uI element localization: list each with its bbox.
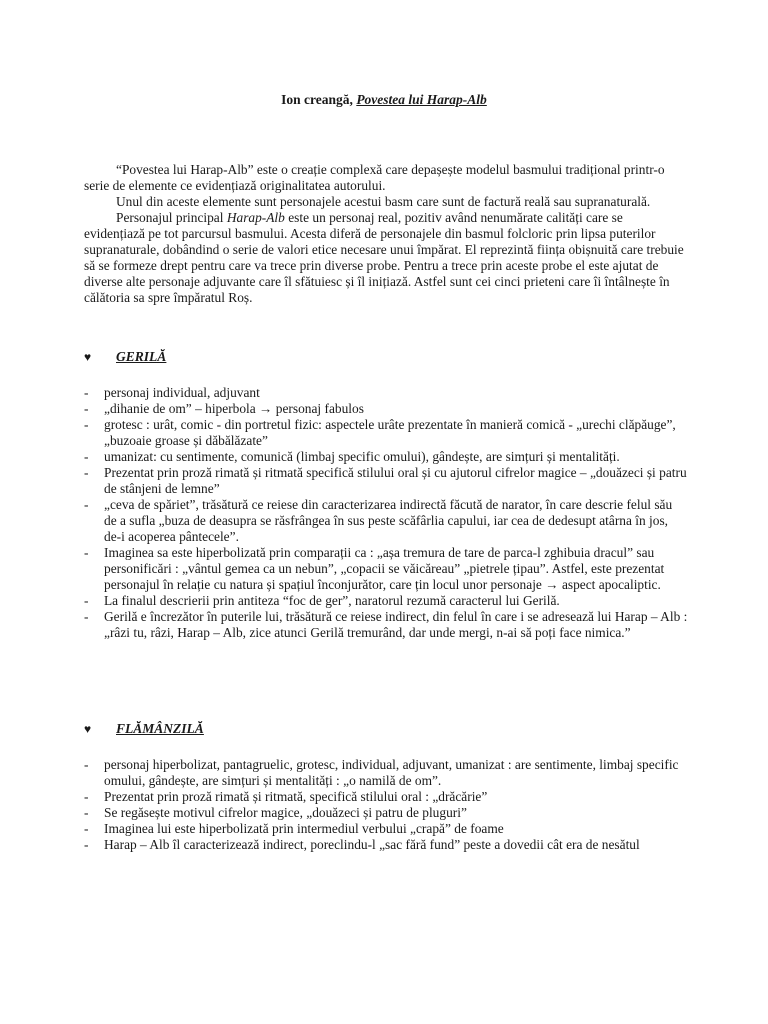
list-item: - Imaginea sa este hiperbolizată prin comparații ca : „așa tremura de tare de parca-l zghibuia dracul” sau personificări : „vântul gemea ca un nebun”, „copacii se văicăreau” „pietrele țipau”. Astfel, este prezentat personajul în relație cu natura și spațiul înconjurător, care țin locul unor personaje → aspect apocaliptic. [84, 545, 665, 592]
list-item: - personaj individual, adjuvant [84, 385, 260, 400]
list-item: - Gerilă e încrezător în puterile lui, trăsătură ce reiese indirect, din felul în care i se adresează lui Harap – Alb : „râzi tu, râzi, Harap – Alb, zice atunci Gerilă tremurând, dar unde mergi, n-ai să poți face nimica.” [84, 609, 688, 640]
flamanzila-list [84, 757, 688, 853]
list-item: - umanizat: cu sentimente, comunică (limbaj specific omului), gândește, are simțuri și mentalități. [84, 449, 620, 464]
list-item: - Harap – Alb îl caracterizează indirect, poreclindu-l „sac fără fund” peste a dovedii cât era de nesătul [84, 837, 640, 852]
intro-paragraph-3: Personajul principal Harap-Alb este un personaj real, pozitiv având nenumărate calități care se evidențiază pe tot parcursul basmului. Acesta diferă de personajele din basmul folcloric prin lipsa puterilor supranaturale, dobândind o serie de valori etice necesare unui împărat. El reprezintă ființa obișnuită care trebuie să se formeze drept pentru care va trece prin diverse probe. Pentru a trece prin aceste probe el este ajutat de diverse alte personaje adjuvante care îl sfătuiesc și îl inițiază. Astfel sunt cei cinci prieteni care îi întâlnește în călătoria sa spre împăratul Roș. [84, 210, 684, 305]
title-author: Ion creangă, [281, 92, 357, 107]
list-item: - La finalul descrierii prin antiteza “foc de ger”, naratorul rezumă caracterul lui Gerilă. [84, 593, 560, 608]
heading-text: FLĂMÂNZILĂ [116, 721, 204, 736]
section-heading-gerila [84, 349, 166, 365]
heading-text: GERILĂ [116, 349, 167, 364]
intro-section [84, 162, 686, 306]
list-item: - personaj hiperbolizat, pantagruelic, grotesc, individual, adjuvant, umanizat : are sentimente, limbaj specific omului, gândește, are simțuri și mentalități : „o namilă de om”. [84, 757, 679, 788]
intro-paragraph-1: “Povestea lui Harap-Alb” este o creație complexă care depașește modelul basmului tradițional printr-o serie de elemente ce evidențiază originalitatea autorului. [84, 162, 665, 193]
document-title [0, 92, 768, 108]
title-work: Povestea lui Harap-Alb [356, 92, 487, 107]
list-item: - Prezentat prin proză rimată și ritmată specifică stilului oral și cu ajutorul cifrelor magice – „douăzeci și patru de stânjeni de lemne” [84, 465, 687, 496]
heart-bullet-icon: ♥ [84, 722, 92, 736]
section-heading-flamanzila [84, 721, 204, 737]
list-item: - Se regăsește motivul cifrelor magice, „douăzeci și patru de pluguri” [84, 805, 467, 820]
list-item: - Prezentat prin proză rimată și ritmată, specifică stilului oral : „drăcărie” [84, 789, 488, 804]
intro-paragraph-2: Unul din aceste elemente sunt personajele acestui basm care sunt de factură reală sau supranaturală. [116, 194, 651, 209]
list-item: - Imaginea lui este hiperbolizată prin intermediul verbului „crapă” de foame [84, 821, 504, 836]
list-item: - „ceva de spăriet”, trăsătură ce reiese din caracterizarea indirectă făcută de narator, în care descrie felul său de a sufla „buza de deasupra se răsfrângea în sus peste scăfârlia capului, iar cea de dedesupt atârna în jos, de-i acoperea pântecele”. [84, 497, 673, 544]
list-item: - grotesc : urât, comic - din portretul fizic: aspectele urâte prezentate în manieră comică - „urechi clăpăuge”, „buzoaie groase și dăbălăzate” [84, 417, 676, 448]
list-item: - „dihanie de om” – hiperbola → personaj fabulos [84, 401, 364, 416]
heart-bullet-icon: ♥ [84, 350, 92, 364]
gerila-list [84, 385, 688, 641]
